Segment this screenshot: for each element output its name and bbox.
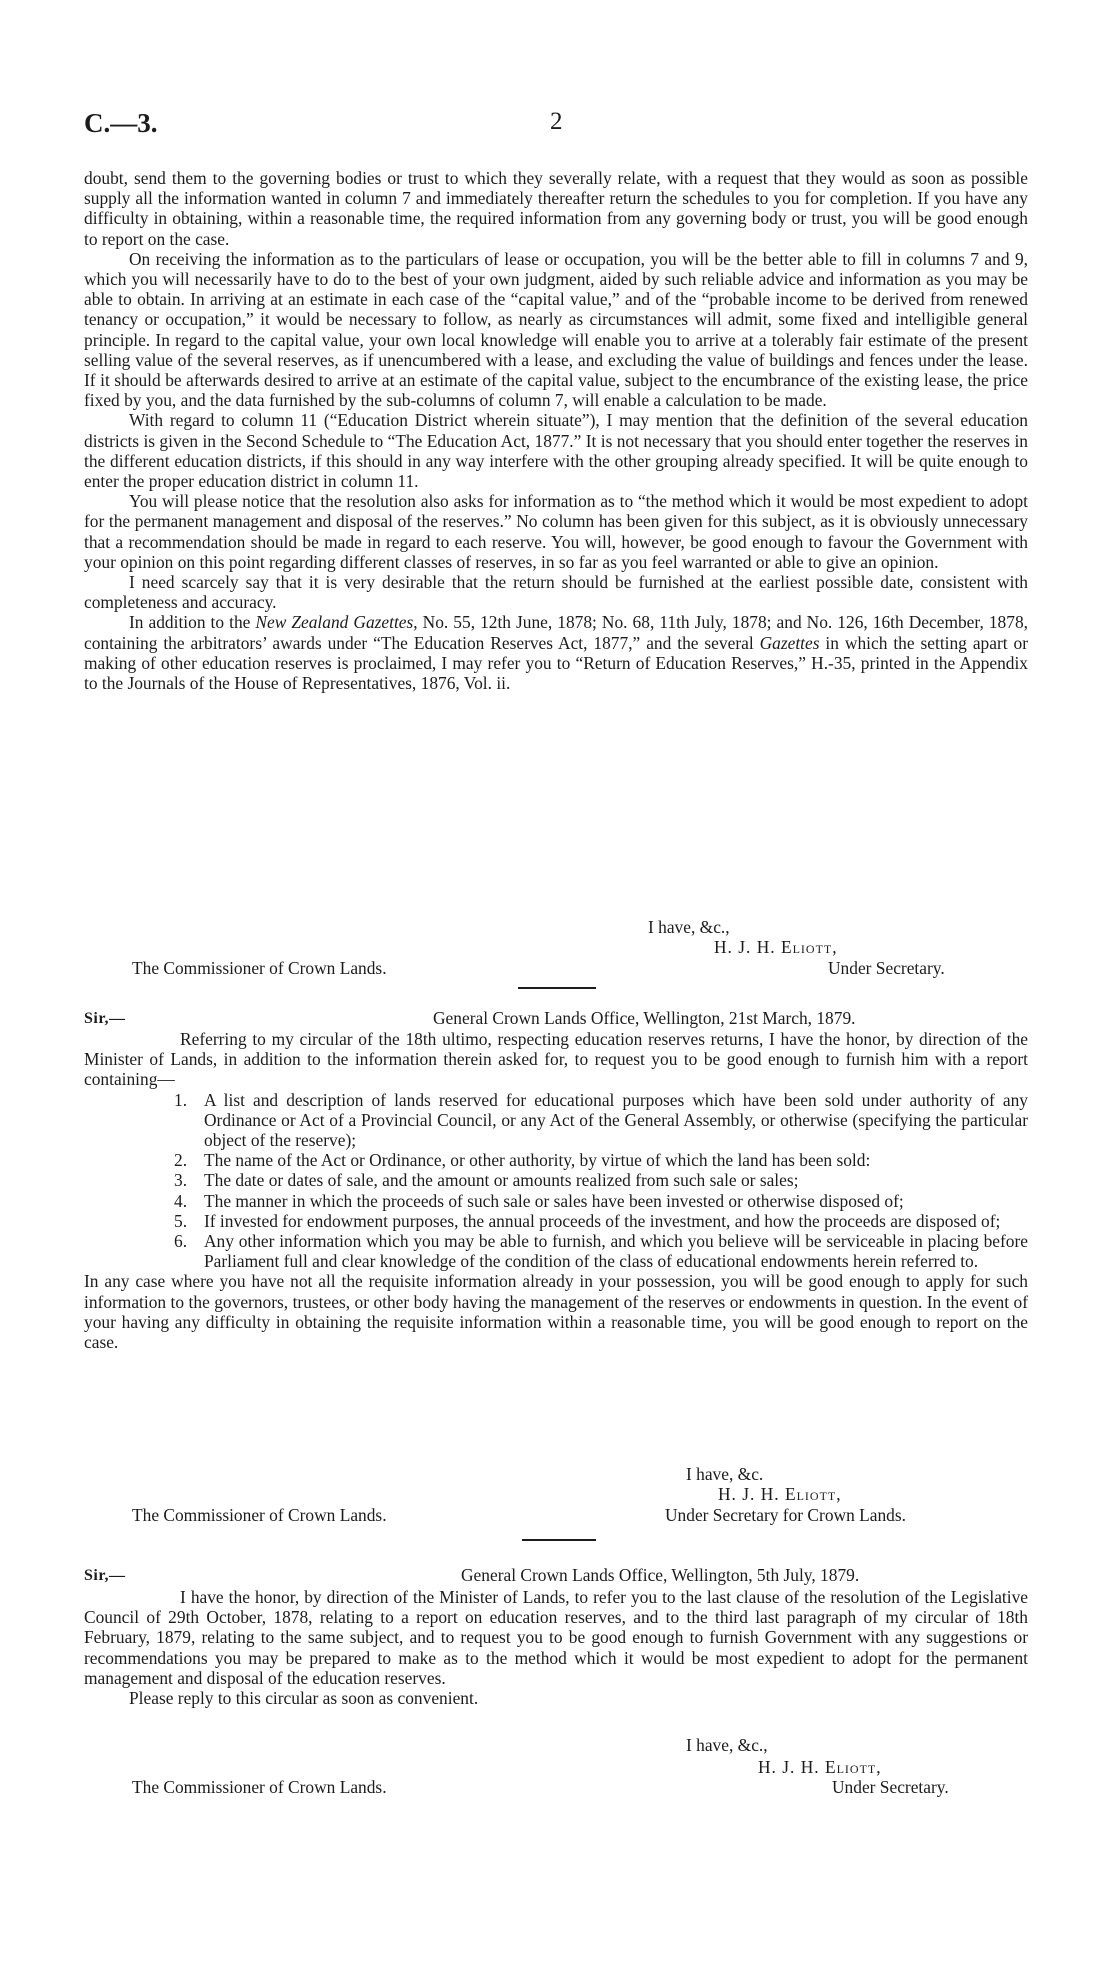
paragraph: Referring to my circular of the 18th ultimo, respecting education reserves returns, I have the honor, by direction of the Minister of Lands, in addition to the information therein asked for, to request you to be good enough to furnish him with a report containing— (84, 1029, 1028, 1090)
paragraph-references: In addition to the New Zealand Gazettes, No. 55, 12th June, 1878; No. 68, 11th July, 1878; and No. 126, 16th December, 1878, containing the arbitrators’ awards under “The Education Reserves Act, 1877,” and the several Gazettes in which the setting apart or making of other education reserves is proclaimed, I may refer you to “Return of Education Reserves,” H.-35, printed in the Appendix to the Journals of the House of Representatives, 1876, Vol. ii. (84, 612, 1028, 694)
section-divider (518, 987, 596, 989)
page-header (84, 108, 1030, 148)
signature: H. J. H. Eliott, (718, 1484, 842, 1504)
document-reference: C.—3. (84, 108, 158, 138)
list-item: 2. The name of the Act or Ordinance, or other authority, by virtue of which the land has been sold: (174, 1150, 871, 1171)
page-number: 2 (550, 108, 563, 135)
circular-continuation (84, 168, 1028, 693)
addressee: The Commissioner of Crown Lands. (132, 1777, 387, 1797)
paragraph: I need scarcely say that it is very desirable that the return should be furnished at the earliest possible date, consistent with completeness and accuracy. (84, 572, 1028, 613)
list-item: 1. A list and description of lands reserved for educational purposes which have been sold under authority of any Ordinance or Act of a Provincial Council, or any Act of the General Assembly, or otherwise (specifying the particular object of the reserve); (174, 1089, 1028, 1151)
paragraph: In any case where you have not all the requisite information already in your possession, you will be good enough to apply for such information to the governors, trustees, or other body having the management of the reserves or endowments in question. In the event of your having any difficulty in obtaining the requisite information within a reasonable time, you will be good enough to report on the case. (84, 1271, 1028, 1353)
dateline: General Crown Lands Office, Wellington, 21st March, 1879. (433, 1008, 856, 1028)
signatory-title: Under Secretary for Crown Lands. (665, 1505, 906, 1525)
paragraph: doubt, send them to the governing bodies or trust to which they severally relate, with a request that they would as soon as possible supply all the information wanted in column 7 and immediately thereafter return the schedules to you for completion. If you have any difficulty in obtaining, within a reasonable time, the required information from any governing body or trust, you will be good enough to report on the case. (84, 168, 1028, 249)
request-list (84, 1090, 1028, 1272)
signatory-title: Under Secretary. (828, 958, 945, 978)
dateline: General Crown Lands Office, Wellington, 5th July, 1879. (461, 1565, 860, 1585)
circular-march (84, 1029, 1028, 1352)
closing: I have, &c., (648, 917, 730, 937)
section-divider (522, 1539, 596, 1541)
list-item: 5. If invested for endowment purposes, the annual proceeds of the investment, and how the proceeds are disposed of; (174, 1210, 1001, 1231)
list-item: 4. The manner in which the proceeds of such sale or sales have been invested or otherwise disposed of; (174, 1190, 904, 1211)
addressee: The Commissioner of Crown Lands. (132, 1505, 387, 1525)
list-item: 6. Any other information which you may be able to furnish, and which you believe will be serviceable in placing before Parliament full and clear knowledge of the condition of the class of educational endowments herein referred to. (174, 1231, 1028, 1272)
signature: H. J. H. Eliott, (758, 1757, 882, 1777)
salutation: Sir,— (84, 1567, 126, 1584)
addressee: The Commissioner of Crown Lands. (132, 958, 387, 978)
paragraph: Please reply to this circular as soon as convenient. (129, 1688, 479, 1709)
list-item: 3. The date or dates of sale, and the amount or amounts realized from such sale or sales; (174, 1170, 799, 1191)
paragraph: With regard to column 11 (“Education District wherein situate”), I may mention that the definition of the several education districts is given in the Second Schedule to “The Education Act, 1877.” It is not necessary that you should enter together the reserves in the different education districts, if this should in any way interfere with the other grouping already specified. It will be quite enough to enter the proper education district in column 11. (84, 410, 1028, 492)
circular-july (84, 1587, 1028, 1708)
closing: I have, &c. (686, 1464, 764, 1484)
paragraph: On receiving the information as to the particulars of lease or occupation, you will be the better able to fill in columns 7 and 9, which you will necessarily have to do to the best of your own judgment, aided by such reliable advice and information as you may be able to obtain. In arriving at an estimate in each case of the “capital value,” and of the “probable income to be derived from renewed tenancy or occupation,” it would be necessary to follow, as nearly as circumstances will admit, some fixed and intelligible general principle. In regard to the capital value, your own local knowledge will enable you to arrive at a tolerably fair estimate of the present selling value of the several reserves, as if unencumbered with a lease, and excluding the value of buildings and fences under the lease. If it should be afterwards desired to arrive at an estimate of the capital value, subject to the encumbrance of the existing lease, the price fixed by you, and the data furnished by the sub-columns of column 7, will enable a calculation to be made. (84, 248, 1028, 411)
paragraph: You will please notice that the resolution also asks for information as to “the method which it would be most expedient to adopt for the permanent management and disposal of the reserves.” No column has been given for this subject, as it is obviously unnecessary that a recommendation should be made in regard to each reserve. You will, however, be good enough to favour the Government with your opinion on this point regarding different classes of reserves, in so far as you feel warranted or able to give an opinion. (84, 491, 1028, 572)
signature: H. J. H. Eliott, (714, 937, 838, 957)
salutation: Sir,— (84, 1010, 126, 1027)
closing: I have, &c., (686, 1735, 768, 1755)
paragraph: I have the honor, by direction of the Minister of Lands, to refer you to the last clause of the resolution of the Legislative Council of 29th October, 1878, relating to a report on education reserves, and to the third last paragraph of my circular of 18th February, 1879, relating to the same subject, and to request you to be good enough to furnish Government with any suggestions or recommendations you may be prepared to make as to the method which it would be most expedient to adopt for the permanent management and disposal of the education reserves. (84, 1587, 1028, 1688)
signatory-title: Under Secretary. (832, 1777, 949, 1797)
